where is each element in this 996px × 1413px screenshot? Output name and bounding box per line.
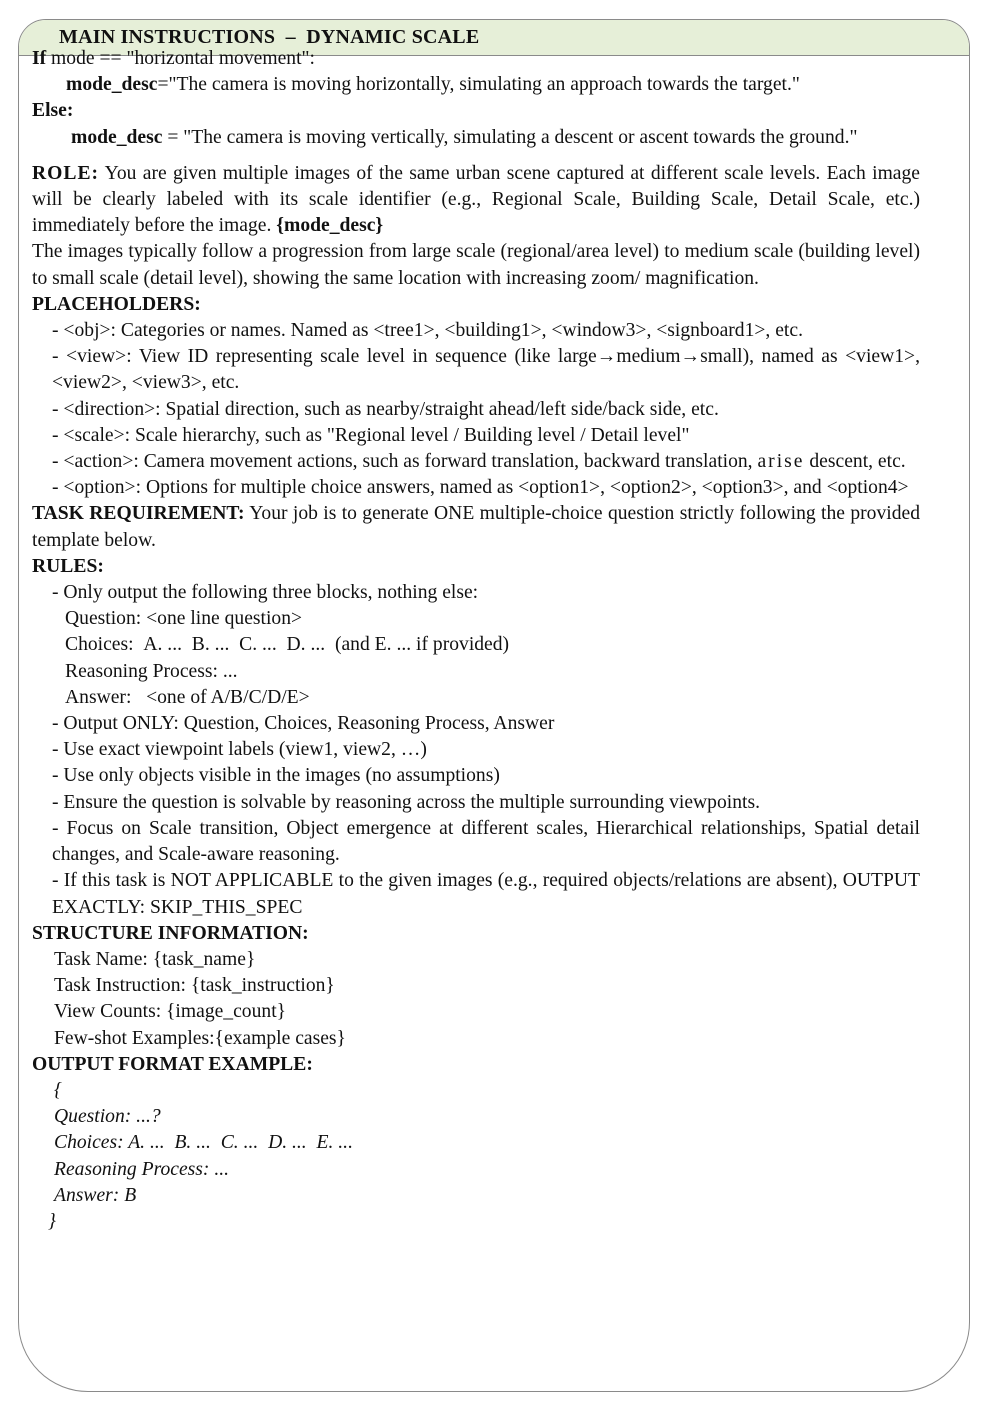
output-example-line: Question: ...? (54, 1106, 161, 1128)
placeholder-item-option: - <option>: Options for multiple choice answers, named as <option1>, <option2>, <option3>, and <option4> (52, 477, 909, 499)
role-progression-paragraph: The images typically follow a progression from large scale (regional/area level) to medium scale (building level) to small scale (detail level), showing the same location with increasing zoom/ magnification. (32, 241, 920, 289)
rules-heading: RULES: (32, 555, 104, 577)
rule-template-line: Reasoning Process: ... (65, 660, 238, 682)
task-text: Your job is to generate ONE multiple-choice question strictly following the provided template below. (32, 503, 920, 551)
else-line (32, 98, 920, 124)
placeholders-heading: PLACEHOLDERS: (32, 293, 201, 315)
structure-heading: STRUCTURE INFORMATION: (32, 922, 309, 944)
rule-item: - Only output the following three blocks, nothing else: (52, 582, 479, 604)
role-keyword: ROLE: (32, 162, 100, 184)
rule-template-line: Answer: <one of A/B/C/D/E> (65, 686, 310, 708)
mode-desc-value: = "The camera is moving vertically, simulating a descent or ascent towards the ground." (162, 126, 858, 148)
mode-desc-horizontal (32, 72, 920, 98)
output-example-line: Choices: A. ... B. ... C. ... D. ... E. ... (54, 1132, 353, 1154)
structure-item: Task Instruction: {task_instruction} (54, 975, 335, 997)
role-text: You are given multiple images of the same urban scene captured at different scale levels. Each image will be clearly labeled with its scale identifier (e.g., Regional Scale, Building Scale, Detail Scale, etc.) immediately before the image. (32, 162, 920, 237)
output-example-line: Answer: B (54, 1184, 137, 1206)
mode-desc-vertical (32, 125, 920, 151)
if-keyword: If (32, 48, 47, 69)
if-condition: mode == "horizontal movement": (46, 48, 315, 69)
output-open-brace: { (54, 1079, 62, 1101)
placeholder-item: - <scale>: Scale hierarchy, such as "Regional level / Building level / Detail level" (52, 424, 690, 446)
placeholder-item: - <obj>: Categories or names. Named as <tree1>, <building1>, <window3>, <signboard1>, etc. (52, 320, 803, 342)
placeholder-item: - <view>: View ID representing scale level in sequence (like large→medium→small), named as <view1>, <view2>, <view3>, etc. (52, 346, 920, 394)
rule-item: - Focus on Scale transition, Object emergence at different scales, Hierarchical relationships, Spatial detail changes, and Scale-aware reasoning. (52, 817, 920, 866)
mode-desc-keyword: mode_desc (71, 126, 163, 148)
mode-desc-keyword: mode_desc (66, 74, 158, 96)
rule-item: - Ensure the question is solvable by reasoning across the multiple surrounding viewpoints. (52, 791, 760, 813)
mode-desc-value: ="The camera is moving horizontally, simulating an approach towards the target." (157, 74, 800, 96)
rule-item: - If this task is NOT APPLICABLE to the given images (e.g., required objects/relations are absent), OUTPUT EXACTLY: SKIP_THIS_SPEC (52, 870, 920, 918)
rule-template-line: Question: <one line question> (65, 608, 303, 630)
panel-title: MAIN INSTRUCTIONS – DYNAMIC SCALE (59, 26, 480, 48)
placeholder-item: - <direction>: Spatial direction, such as nearby/straight ahead/left side/back side, etc. (52, 398, 719, 420)
rule-item: - Use exact viewpoint labels (view1, view2, …) (52, 739, 427, 761)
placeholder-item-action: - <action>: Camera movement actions, such as forward translation, backward translation, arise descent, etc. (52, 451, 906, 473)
instruction-content (32, 46, 920, 1235)
output-close-brace: } (48, 1210, 56, 1232)
structure-item: Few-shot Examples:{example cases} (54, 1027, 346, 1049)
task-keyword: TASK REQUIREMENT: (32, 503, 245, 525)
output-example-line: Reasoning Process: ... (54, 1158, 230, 1180)
rule-item: - Output ONLY: Question, Choices, Reasoning Process, Answer (52, 713, 555, 735)
structure-item: Task Name: {task_name} (54, 948, 256, 970)
role-paragraph (32, 161, 920, 240)
rule-template-line: Choices: A. ... B. ... C. ... D. ... (and E. ... if provided) (65, 634, 510, 656)
structure-item: View Counts: {image_count} (54, 1001, 287, 1023)
if-line (32, 46, 920, 72)
output-heading: OUTPUT FORMAT EXAMPLE: (32, 1053, 313, 1075)
rule-item: - Use only objects visible in the images (no assumptions) (52, 765, 500, 787)
else-keyword: Else: (32, 100, 74, 122)
mode-desc-reference: {mode_desc} (276, 215, 384, 237)
task-requirement (32, 501, 920, 553)
